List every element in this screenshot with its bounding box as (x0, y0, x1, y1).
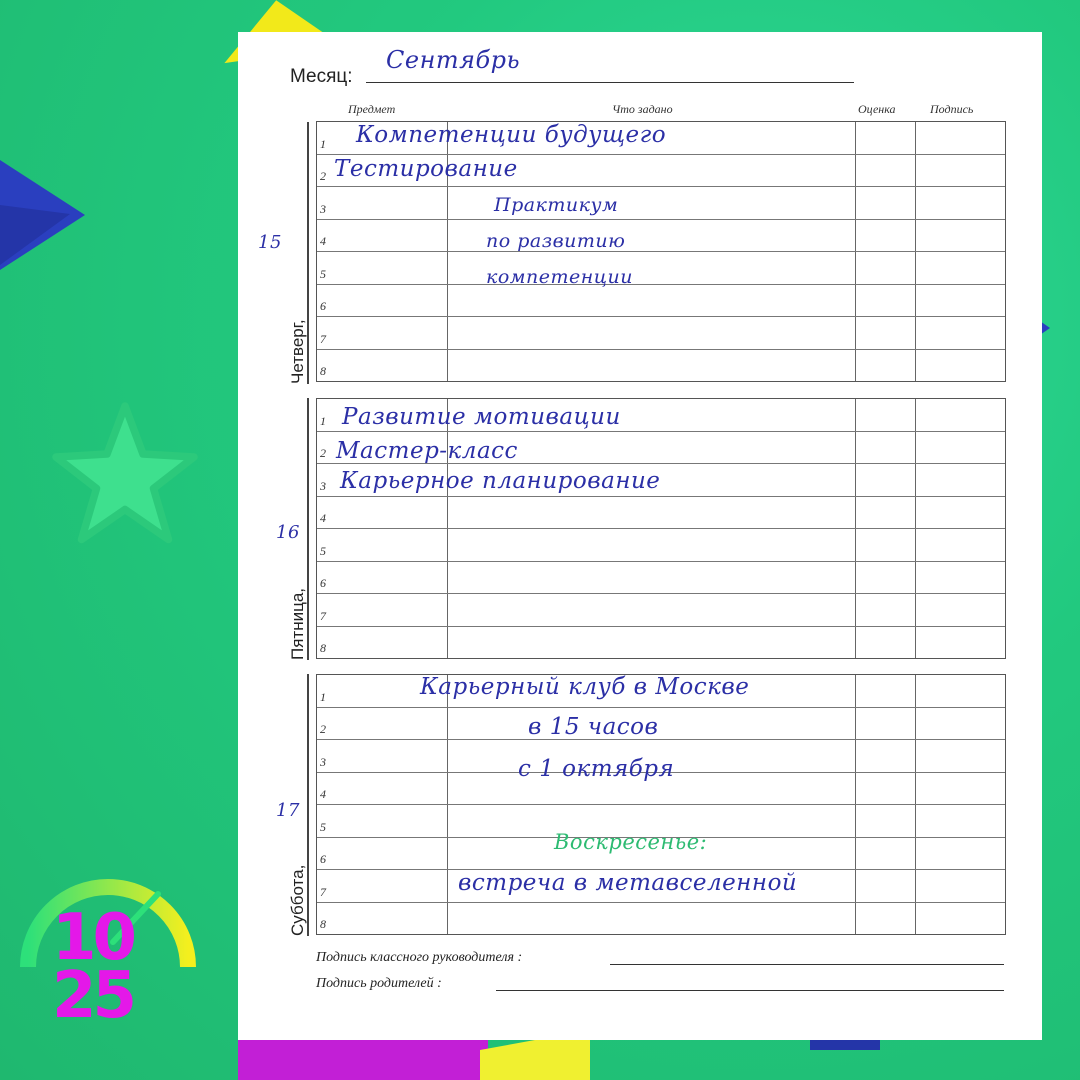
entry-saturday-4: Воскресенье: (554, 830, 708, 854)
row-number: 7 (320, 608, 326, 623)
diary-page (238, 32, 1042, 1040)
teacher-signature-label: Подпись классного руководителя : (316, 950, 523, 965)
teacher-signature-line (610, 964, 1004, 965)
entry-saturday-5: встреча в метавселенной (458, 870, 798, 896)
row-number: 2 (320, 722, 326, 736)
row-number: 4 (320, 234, 326, 248)
table-row (317, 708, 1005, 741)
row-number: 2 (320, 169, 326, 183)
table-row (317, 594, 1005, 627)
entry-saturday-2: в 15 часов (528, 714, 659, 740)
day-date-friday: 16 (276, 522, 300, 543)
entry-saturday-3: с 1 октября (518, 756, 675, 782)
table-row (317, 317, 1005, 350)
entry-thursday-1: Компетенции будущего (356, 122, 667, 148)
row-number: 3 (320, 754, 326, 769)
table-row (317, 252, 1005, 285)
row-number: 6 (320, 299, 326, 313)
table-row (317, 497, 1005, 530)
table-row (317, 529, 1005, 562)
table-row (317, 350, 1005, 382)
row-number: 1 (320, 689, 326, 704)
row-number: 5 (320, 543, 326, 558)
parents-signature-label: Подпись родителей : (316, 976, 442, 991)
header-signature: Подпись (930, 102, 974, 116)
entry-thursday-3: Практикум (494, 194, 619, 216)
row-number: 8 (320, 641, 326, 655)
table-row (317, 627, 1005, 659)
month-label: Месяц: (290, 66, 353, 87)
entry-friday-3: Карьерное планирование (340, 468, 661, 494)
entry-thursday-4: по развитию (486, 230, 626, 252)
logo-text-bottom: 25 (52, 959, 134, 1033)
logo-10-25 (18, 872, 198, 1033)
purple-shape-decoration (238, 1040, 488, 1080)
row-number: 8 (320, 364, 326, 378)
row-number: 5 (320, 266, 326, 281)
header-subject: Предмет (348, 102, 396, 116)
row-number: 5 (320, 819, 326, 834)
row-number: 7 (320, 331, 326, 346)
header-grade: Оценка (858, 102, 896, 116)
table-row (317, 903, 1005, 935)
logo-text-top: 10 (52, 901, 134, 975)
day-name-saturday: Суббота, (288, 864, 307, 936)
table-row (317, 220, 1005, 253)
day-date-saturday: 17 (276, 800, 300, 821)
day-name-thursday: Четверг, (288, 319, 307, 384)
month-underline (366, 82, 854, 83)
row-number: 1 (320, 413, 326, 428)
entry-friday-2: Мастер-класс (336, 438, 518, 464)
header-assigned: Что задано (612, 102, 673, 116)
row-number: 8 (320, 917, 326, 931)
row-number: 2 (320, 446, 326, 460)
row-number: 3 (320, 478, 326, 493)
row-number: 6 (320, 576, 326, 590)
parents-signature-line (496, 990, 1004, 991)
star-icon (50, 400, 200, 550)
entry-thursday-5: компетенции (486, 266, 634, 288)
row-number: 7 (320, 884, 326, 899)
entry-saturday-1: Карьерный клуб в Москве (420, 674, 750, 700)
row-number: 4 (320, 787, 326, 801)
entry-friday-1: Развитие мотивации (342, 404, 621, 430)
row-number: 1 (320, 136, 326, 151)
day-date-thursday: 15 (258, 232, 282, 253)
table-row (317, 285, 1005, 318)
table-row (317, 187, 1005, 220)
table-row (317, 562, 1005, 595)
row-number: 6 (320, 852, 326, 866)
month-value: Сентябрь (386, 46, 521, 74)
day-name-friday: Пятница, (288, 587, 307, 660)
row-number: 3 (320, 201, 326, 216)
entry-thursday-2: Тестирование (334, 156, 518, 182)
row-number: 4 (320, 511, 326, 525)
